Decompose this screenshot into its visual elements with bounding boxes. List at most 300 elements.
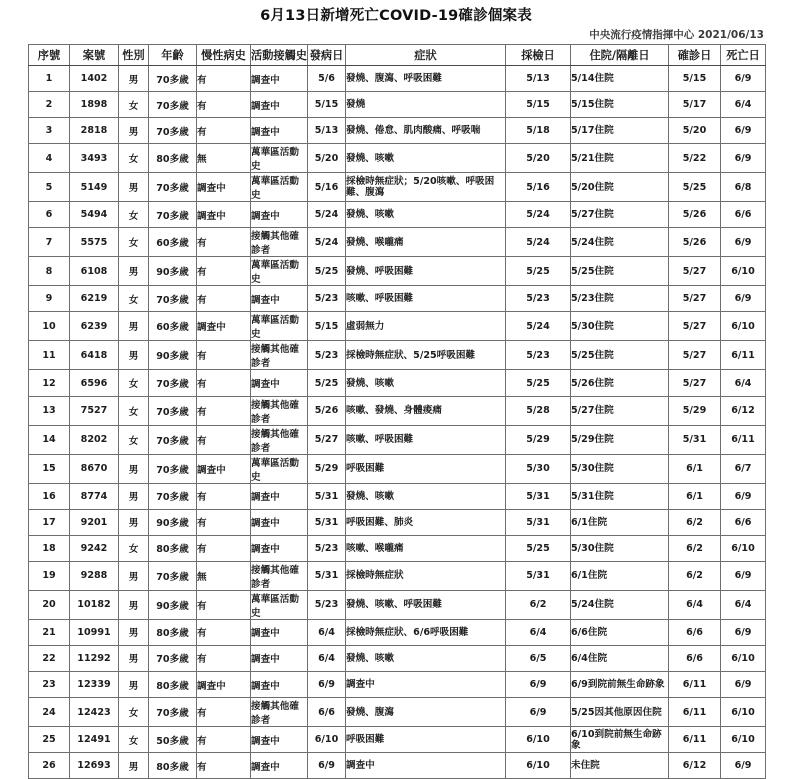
cell-sym: 發燒、呼吸困難 xyxy=(346,257,506,286)
cell-conf: 5/17 xyxy=(669,92,721,118)
cell-onset: 5/20 xyxy=(308,144,346,173)
cell-sex: 男 xyxy=(119,672,149,698)
cell-age: 80多歲 xyxy=(149,753,197,779)
cell-seq: 7 xyxy=(29,228,70,257)
cell-seq: 18 xyxy=(29,535,70,561)
cell-case: 12423 xyxy=(70,698,119,727)
cell-sex: 女 xyxy=(119,535,149,561)
cell-age: 80多歲 xyxy=(149,144,197,173)
cell-conf: 5/27 xyxy=(669,312,721,341)
cell-age: 90多歲 xyxy=(149,590,197,619)
cell-sym: 調查中 xyxy=(346,672,506,698)
cell-onset: 5/25 xyxy=(308,370,346,396)
cell-seq: 11 xyxy=(29,341,70,370)
cell-case: 5494 xyxy=(70,202,119,228)
cell-sym: 發燒、喉嚨痛 xyxy=(346,228,506,257)
cell-sex: 男 xyxy=(119,454,149,483)
cell-hosp: 6/10到院前無生命跡象 xyxy=(571,727,669,753)
cell-case: 11292 xyxy=(70,645,119,671)
cell-conf: 5/20 xyxy=(669,118,721,144)
cell-conf: 5/27 xyxy=(669,370,721,396)
cell-conf: 5/27 xyxy=(669,341,721,370)
cell-seq: 4 xyxy=(29,144,70,173)
cell-seq: 14 xyxy=(29,425,70,454)
cell-sym: 發燒、咳嗽 xyxy=(346,202,506,228)
cell-sex: 男 xyxy=(119,118,149,144)
cell-sym: 呼吸困難、肺炎 xyxy=(346,509,506,535)
cell-test: 5/31 xyxy=(506,483,571,509)
cell-death: 6/8 xyxy=(721,173,766,202)
cell-case: 8774 xyxy=(70,483,119,509)
cell-hosp: 6/9到院前無生命跡象 xyxy=(571,672,669,698)
cell-test: 5/20 xyxy=(506,144,571,173)
cell-death: 6/9 xyxy=(721,672,766,698)
cell-age: 60多歲 xyxy=(149,312,197,341)
cell-onset: 5/31 xyxy=(308,483,346,509)
table-row xyxy=(29,202,766,228)
cell-age: 70多歲 xyxy=(149,92,197,118)
cell-seq: 15 xyxy=(29,454,70,483)
cell-hosp: 5/25住院 xyxy=(571,257,669,286)
cell-case: 5575 xyxy=(70,228,119,257)
cell-act: 接觸其他確診者 xyxy=(251,698,308,727)
cell-test: 5/15 xyxy=(506,92,571,118)
cell-age: 80多歲 xyxy=(149,535,197,561)
cell-sex: 男 xyxy=(119,341,149,370)
cell-hosp: 5/20住院 xyxy=(571,173,669,202)
cell-sym: 採檢時無症狀；5/20咳嗽、呼吸困難、腹瀉 xyxy=(346,173,506,202)
cell-onset: 6/6 xyxy=(308,698,346,727)
cell-age: 50多歲 xyxy=(149,727,197,753)
column-header-death: 死亡日 xyxy=(721,45,766,66)
cell-act: 調查中 xyxy=(251,286,308,312)
cell-seq: 25 xyxy=(29,727,70,753)
table-row xyxy=(29,370,766,396)
table-row xyxy=(29,590,766,619)
cell-test: 6/5 xyxy=(506,645,571,671)
cell-sex: 女 xyxy=(119,286,149,312)
table-row xyxy=(29,561,766,590)
cell-sym: 咳嗽、呼吸困難 xyxy=(346,286,506,312)
cell-onset: 5/23 xyxy=(308,535,346,561)
cell-onset: 5/31 xyxy=(308,561,346,590)
cell-age: 70多歲 xyxy=(149,202,197,228)
case-table-container xyxy=(28,44,765,779)
cell-sex: 男 xyxy=(119,483,149,509)
cell-onset: 5/16 xyxy=(308,173,346,202)
cell-seq: 22 xyxy=(29,645,70,671)
cell-case: 6239 xyxy=(70,312,119,341)
cell-hosp: 5/14住院 xyxy=(571,66,669,92)
table-row xyxy=(29,396,766,425)
cell-conf: 6/12 xyxy=(669,753,721,779)
cell-test: 6/9 xyxy=(506,698,571,727)
cell-sex: 女 xyxy=(119,370,149,396)
cell-seq: 20 xyxy=(29,590,70,619)
cell-death: 6/10 xyxy=(721,257,766,286)
table-row xyxy=(29,341,766,370)
cell-death: 6/4 xyxy=(721,590,766,619)
cell-act: 萬華區活動史 xyxy=(251,173,308,202)
cell-test: 5/24 xyxy=(506,228,571,257)
cell-death: 6/4 xyxy=(721,370,766,396)
cell-onset: 6/4 xyxy=(308,645,346,671)
cell-case: 9242 xyxy=(70,535,119,561)
cell-test: 5/16 xyxy=(506,173,571,202)
cell-age: 70多歲 xyxy=(149,483,197,509)
cell-chr: 有 xyxy=(197,727,251,753)
cell-sex: 女 xyxy=(119,396,149,425)
cell-onset: 5/31 xyxy=(308,509,346,535)
cell-sym: 呼吸困難 xyxy=(346,727,506,753)
cell-sym: 發燒、咳嗽 xyxy=(346,144,506,173)
cell-death: 6/9 xyxy=(721,118,766,144)
cell-death: 6/6 xyxy=(721,509,766,535)
column-header-sym: 症狀 xyxy=(346,45,506,66)
cell-conf: 5/27 xyxy=(669,257,721,286)
cell-chr: 有 xyxy=(197,118,251,144)
cell-age: 70多歲 xyxy=(149,698,197,727)
table-header xyxy=(29,45,766,66)
cell-case: 9288 xyxy=(70,561,119,590)
cell-test: 5/24 xyxy=(506,202,571,228)
cell-test: 5/31 xyxy=(506,561,571,590)
cell-case: 12339 xyxy=(70,672,119,698)
cell-act: 調查中 xyxy=(251,92,308,118)
cell-hosp: 5/23住院 xyxy=(571,286,669,312)
cell-conf: 6/1 xyxy=(669,454,721,483)
cell-seq: 23 xyxy=(29,672,70,698)
cell-case: 3493 xyxy=(70,144,119,173)
cell-onset: 5/29 xyxy=(308,454,346,483)
cell-case: 5149 xyxy=(70,173,119,202)
cell-death: 6/6 xyxy=(721,202,766,228)
cell-onset: 5/15 xyxy=(308,92,346,118)
cell-onset: 6/9 xyxy=(308,753,346,779)
cell-age: 70多歲 xyxy=(149,645,197,671)
cell-sym: 咳嗽、呼吸困難 xyxy=(346,425,506,454)
cell-conf: 5/29 xyxy=(669,396,721,425)
cell-act: 萬華區活動史 xyxy=(251,312,308,341)
cell-conf: 5/22 xyxy=(669,144,721,173)
cell-chr: 無 xyxy=(197,144,251,173)
cell-conf: 6/11 xyxy=(669,672,721,698)
cell-test: 5/25 xyxy=(506,370,571,396)
cell-act: 調查中 xyxy=(251,535,308,561)
cell-age: 70多歲 xyxy=(149,173,197,202)
cell-chr: 有 xyxy=(197,698,251,727)
cell-sym: 調查中 xyxy=(346,753,506,779)
cell-conf: 6/2 xyxy=(669,509,721,535)
cell-test: 5/25 xyxy=(506,257,571,286)
table-row xyxy=(29,672,766,698)
cell-death: 6/9 xyxy=(721,286,766,312)
table-row xyxy=(29,454,766,483)
cell-onset: 5/23 xyxy=(308,286,346,312)
cell-conf: 6/11 xyxy=(669,698,721,727)
cell-hosp: 5/30住院 xyxy=(571,312,669,341)
cell-death: 6/9 xyxy=(721,228,766,257)
cell-age: 60多歲 xyxy=(149,228,197,257)
cell-conf: 5/15 xyxy=(669,66,721,92)
column-header-test: 採檢日 xyxy=(506,45,571,66)
cell-sex: 女 xyxy=(119,698,149,727)
cell-sex: 男 xyxy=(119,590,149,619)
cell-sym: 發燒、咳嗽、呼吸困難 xyxy=(346,590,506,619)
cell-case: 8202 xyxy=(70,425,119,454)
cell-chr: 有 xyxy=(197,619,251,645)
cell-death: 6/4 xyxy=(721,92,766,118)
cell-sex: 男 xyxy=(119,619,149,645)
table-row xyxy=(29,144,766,173)
cell-sym: 發燒、咳嗽 xyxy=(346,483,506,509)
cell-test: 5/13 xyxy=(506,66,571,92)
cell-act: 調查中 xyxy=(251,66,308,92)
cell-chr: 無 xyxy=(197,561,251,590)
cell-sex: 女 xyxy=(119,228,149,257)
column-header-age: 年齡 xyxy=(149,45,197,66)
cell-sex: 男 xyxy=(119,561,149,590)
cell-chr: 調查中 xyxy=(197,672,251,698)
cell-seq: 3 xyxy=(29,118,70,144)
cell-onset: 6/4 xyxy=(308,619,346,645)
page-title: 6月13日新增死亡COVID-19確診個案表 xyxy=(260,8,532,24)
cell-act: 接觸其他確診者 xyxy=(251,341,308,370)
cell-test: 5/30 xyxy=(506,454,571,483)
cell-hosp: 5/29住院 xyxy=(571,425,669,454)
cell-seq: 24 xyxy=(29,698,70,727)
cell-act: 萬華區活動史 xyxy=(251,454,308,483)
cell-hosp: 5/25因其他原因住院 xyxy=(571,698,669,727)
cell-act: 調查中 xyxy=(251,645,308,671)
cell-seq: 12 xyxy=(29,370,70,396)
table-row xyxy=(29,645,766,671)
column-header-conf: 確診日 xyxy=(669,45,721,66)
cell-case: 10991 xyxy=(70,619,119,645)
cell-onset: 5/23 xyxy=(308,341,346,370)
cell-conf: 6/2 xyxy=(669,561,721,590)
cell-age: 70多歲 xyxy=(149,425,197,454)
cell-seq: 1 xyxy=(29,66,70,92)
table-row xyxy=(29,425,766,454)
table-row xyxy=(29,92,766,118)
cell-conf: 5/27 xyxy=(669,286,721,312)
cell-hosp: 6/4住院 xyxy=(571,645,669,671)
table-row xyxy=(29,228,766,257)
cell-seq: 26 xyxy=(29,753,70,779)
cell-test: 5/29 xyxy=(506,425,571,454)
cell-chr: 有 xyxy=(197,396,251,425)
cell-act: 萬華區活動史 xyxy=(251,257,308,286)
cell-act: 接觸其他確診者 xyxy=(251,425,308,454)
cell-test: 5/23 xyxy=(506,286,571,312)
cell-chr: 有 xyxy=(197,66,251,92)
cell-seq: 6 xyxy=(29,202,70,228)
cell-hosp: 5/21住院 xyxy=(571,144,669,173)
cell-sex: 女 xyxy=(119,425,149,454)
cell-age: 70多歲 xyxy=(149,286,197,312)
cell-sex: 男 xyxy=(119,66,149,92)
cell-case: 1402 xyxy=(70,66,119,92)
cell-hosp: 5/15住院 xyxy=(571,92,669,118)
cell-seq: 10 xyxy=(29,312,70,341)
cell-conf: 6/1 xyxy=(669,483,721,509)
cell-sym: 發燒、咳嗽 xyxy=(346,370,506,396)
cell-chr: 有 xyxy=(197,257,251,286)
table-row xyxy=(29,727,766,753)
cell-sym: 採檢時無症狀 xyxy=(346,561,506,590)
cell-onset: 5/6 xyxy=(308,66,346,92)
cell-chr: 有 xyxy=(197,425,251,454)
column-header-onset: 發病日 xyxy=(308,45,346,66)
table-row xyxy=(29,118,766,144)
cell-sex: 女 xyxy=(119,144,149,173)
cell-case: 1898 xyxy=(70,92,119,118)
cell-age: 70多歲 xyxy=(149,454,197,483)
cell-conf: 5/31 xyxy=(669,425,721,454)
cell-hosp: 5/24住院 xyxy=(571,228,669,257)
cell-age: 90多歲 xyxy=(149,341,197,370)
cell-death: 6/10 xyxy=(721,645,766,671)
cell-conf: 5/25 xyxy=(669,173,721,202)
table-row xyxy=(29,753,766,779)
cell-sex: 男 xyxy=(119,312,149,341)
source-agency-label: 中央流行疫情指揮中心 2021/06/13 xyxy=(589,29,764,41)
cell-conf: 6/4 xyxy=(669,590,721,619)
column-header-chr: 慢性病史 xyxy=(197,45,251,66)
cell-case: 2818 xyxy=(70,118,119,144)
cell-age: 90多歲 xyxy=(149,509,197,535)
cell-hosp: 5/27住院 xyxy=(571,396,669,425)
cell-chr: 有 xyxy=(197,645,251,671)
table-row xyxy=(29,66,766,92)
cell-sex: 女 xyxy=(119,92,149,118)
cell-hosp: 5/26住院 xyxy=(571,370,669,396)
cell-test: 5/18 xyxy=(506,118,571,144)
column-header-hosp: 住院/隔離日 xyxy=(571,45,669,66)
cell-case: 12491 xyxy=(70,727,119,753)
cell-onset: 5/25 xyxy=(308,257,346,286)
cell-onset: 5/24 xyxy=(308,228,346,257)
table-body xyxy=(29,66,766,779)
cell-sym: 採檢時無症狀、6/6呼吸困難 xyxy=(346,619,506,645)
cell-death: 6/9 xyxy=(721,483,766,509)
cell-chr: 有 xyxy=(197,341,251,370)
cell-sex: 男 xyxy=(119,257,149,286)
cell-chr: 調查中 xyxy=(197,173,251,202)
cell-act: 調查中 xyxy=(251,619,308,645)
cell-death: 6/9 xyxy=(721,753,766,779)
cell-sex: 女 xyxy=(119,727,149,753)
cell-conf: 5/26 xyxy=(669,202,721,228)
cell-onset: 5/13 xyxy=(308,118,346,144)
table-row xyxy=(29,483,766,509)
cell-chr: 調查中 xyxy=(197,454,251,483)
cell-sym: 發燒 xyxy=(346,92,506,118)
cell-seq: 9 xyxy=(29,286,70,312)
cell-act: 接觸其他確診者 xyxy=(251,228,308,257)
cell-hosp: 6/1住院 xyxy=(571,561,669,590)
table-header-row xyxy=(29,45,766,66)
table-row xyxy=(29,535,766,561)
cell-sym: 發燒、腹瀉、呼吸困難 xyxy=(346,66,506,92)
cell-test: 5/23 xyxy=(506,341,571,370)
cell-seq: 5 xyxy=(29,173,70,202)
cell-chr: 有 xyxy=(197,286,251,312)
cell-age: 70多歲 xyxy=(149,396,197,425)
cell-conf: 6/6 xyxy=(669,645,721,671)
cell-act: 接觸其他確診者 xyxy=(251,396,308,425)
cell-onset: 5/15 xyxy=(308,312,346,341)
cell-test: 5/28 xyxy=(506,396,571,425)
table-row xyxy=(29,312,766,341)
cell-act: 調查中 xyxy=(251,753,308,779)
cell-age: 70多歲 xyxy=(149,370,197,396)
cell-death: 6/9 xyxy=(721,66,766,92)
cell-test: 6/4 xyxy=(506,619,571,645)
cell-hosp: 6/6住院 xyxy=(571,619,669,645)
table-row xyxy=(29,257,766,286)
cell-chr: 有 xyxy=(197,228,251,257)
cell-case: 6219 xyxy=(70,286,119,312)
cell-test: 6/2 xyxy=(506,590,571,619)
cell-act: 萬華區活動史 xyxy=(251,144,308,173)
cell-case: 8670 xyxy=(70,454,119,483)
cell-seq: 13 xyxy=(29,396,70,425)
cell-act: 調查中 xyxy=(251,483,308,509)
cell-onset: 5/27 xyxy=(308,425,346,454)
cell-chr: 有 xyxy=(197,509,251,535)
cell-death: 6/10 xyxy=(721,535,766,561)
cell-age: 80多歲 xyxy=(149,672,197,698)
cell-hosp: 5/24住院 xyxy=(571,590,669,619)
cell-onset: 5/23 xyxy=(308,590,346,619)
cell-age: 70多歲 xyxy=(149,118,197,144)
cell-test: 5/24 xyxy=(506,312,571,341)
cell-test: 6/9 xyxy=(506,672,571,698)
cell-chr: 有 xyxy=(197,370,251,396)
table-row xyxy=(29,698,766,727)
cell-chr: 有 xyxy=(197,483,251,509)
cell-chr: 有 xyxy=(197,753,251,779)
cell-sym: 呼吸困難 xyxy=(346,454,506,483)
cell-sex: 男 xyxy=(119,753,149,779)
cell-conf: 6/11 xyxy=(669,727,721,753)
cell-chr: 有 xyxy=(197,590,251,619)
cell-seq: 16 xyxy=(29,483,70,509)
cell-death: 6/10 xyxy=(721,698,766,727)
cell-sym: 採檢時無症狀、5/25呼吸困難 xyxy=(346,341,506,370)
cell-seq: 17 xyxy=(29,509,70,535)
column-header-seq: 序號 xyxy=(29,45,70,66)
cell-test: 5/31 xyxy=(506,509,571,535)
cell-seq: 2 xyxy=(29,92,70,118)
cell-age: 70多歲 xyxy=(149,561,197,590)
cell-death: 6/7 xyxy=(721,454,766,483)
cell-act: 調查中 xyxy=(251,672,308,698)
cell-conf: 6/6 xyxy=(669,619,721,645)
cell-death: 6/12 xyxy=(721,396,766,425)
cell-age: 80多歲 xyxy=(149,619,197,645)
cell-seq: 21 xyxy=(29,619,70,645)
cell-death: 6/10 xyxy=(721,727,766,753)
cell-sym: 發燒、倦怠、肌肉酸痛、呼吸喘 xyxy=(346,118,506,144)
covid-case-table xyxy=(28,44,766,779)
cell-sex: 男 xyxy=(119,645,149,671)
cell-sym: 發燒、咳嗽 xyxy=(346,645,506,671)
cell-sex: 男 xyxy=(119,509,149,535)
cell-hosp: 5/30住院 xyxy=(571,454,669,483)
